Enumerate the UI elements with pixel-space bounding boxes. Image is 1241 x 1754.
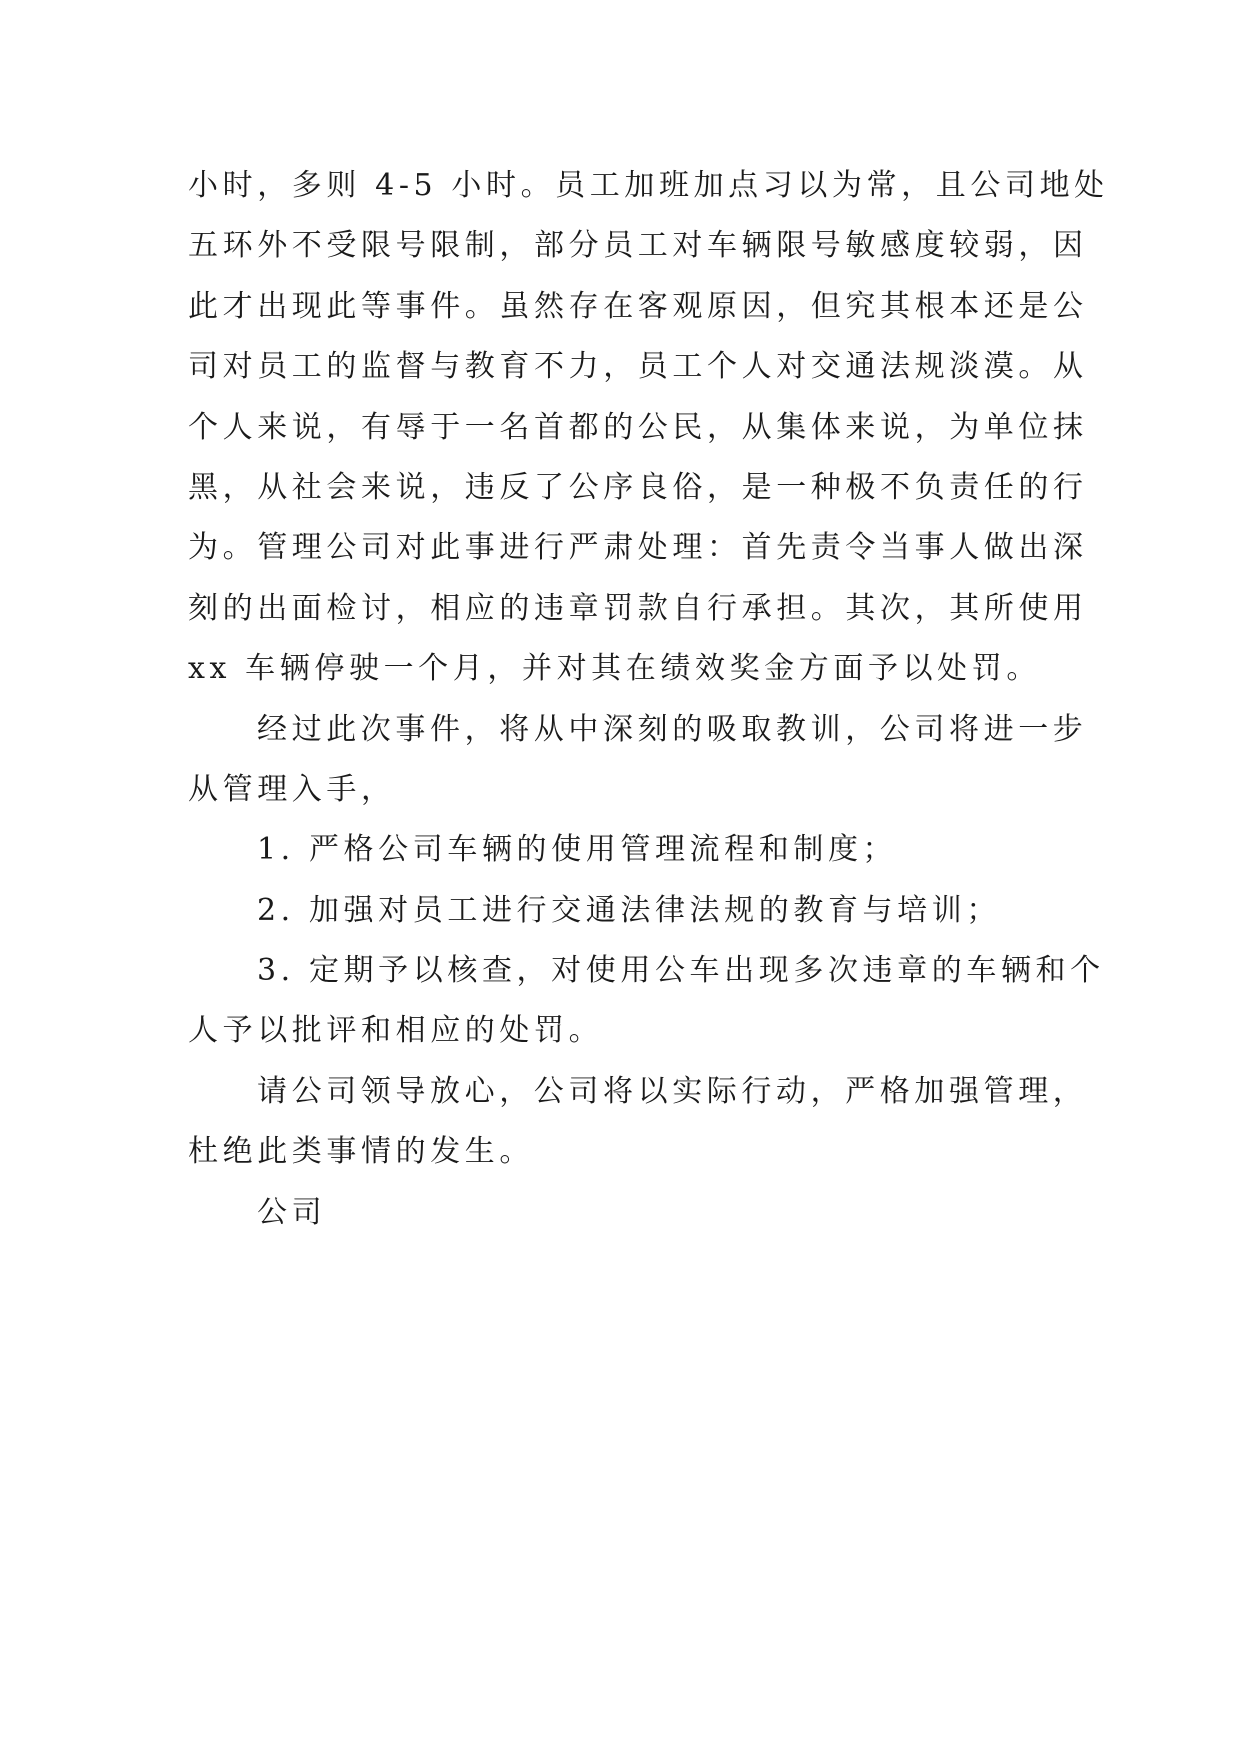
list-item-1: 1. 严格公司车辆的使用管理流程和制度； bbox=[257, 832, 898, 868]
body-line: 人予以批评和相应的处罚。 bbox=[188, 1013, 604, 1049]
body-line: xx 车辆停驶一个月，并对其在绩效奖金方面予以处罚。 bbox=[188, 651, 1041, 687]
body-line: 此才出现此等事件。虽然存在客观原因，但究其根本还是公 bbox=[188, 288, 1088, 324]
document-body bbox=[188, 156, 1109, 1243]
body-line: 黑，从社会来说，违反了公序良俗，是一种极不负责任的行 bbox=[188, 469, 1088, 505]
body-line: 为。管理公司对此事进行严肃处理：首先责令当事人做出深 bbox=[188, 530, 1088, 566]
body-line: 杜绝此类事情的发生。 bbox=[188, 1134, 534, 1170]
signature-company: 公司 bbox=[257, 1194, 327, 1230]
body-line: 个人来说，有辱于一名首都的公民，从集体来说，为单位抹 bbox=[188, 409, 1088, 445]
body-line: 五环外不受限号限制，部分员工对车辆限号敏感度较弱，因 bbox=[188, 228, 1088, 264]
body-line: 小时，多则 4-5 小时。员工加班加点习以为常，且公司地处 bbox=[188, 168, 1109, 203]
paragraph-start-line: 请公司领导放心，公司将以实际行动，严格加强管理， bbox=[257, 1073, 1088, 1109]
list-item-3: 3. 定期予以核查，对使用公车出现多次违章的车辆和个 bbox=[257, 953, 1105, 989]
list-item-2: 2. 加强对员工进行交通法律法规的教育与培训； bbox=[257, 892, 1001, 928]
paragraph-start-line: 经过此次事件，将从中深刻的吸取教训，公司将进一步 bbox=[257, 711, 1088, 747]
body-line: 从管理入手， bbox=[188, 771, 396, 807]
body-line: 司对员工的监督与教育不力，员工个人对交通法规淡漠。从 bbox=[188, 349, 1088, 385]
body-line: 刻的出面检讨，相应的违章罚款自行承担。其次，其所使用 bbox=[188, 590, 1088, 626]
